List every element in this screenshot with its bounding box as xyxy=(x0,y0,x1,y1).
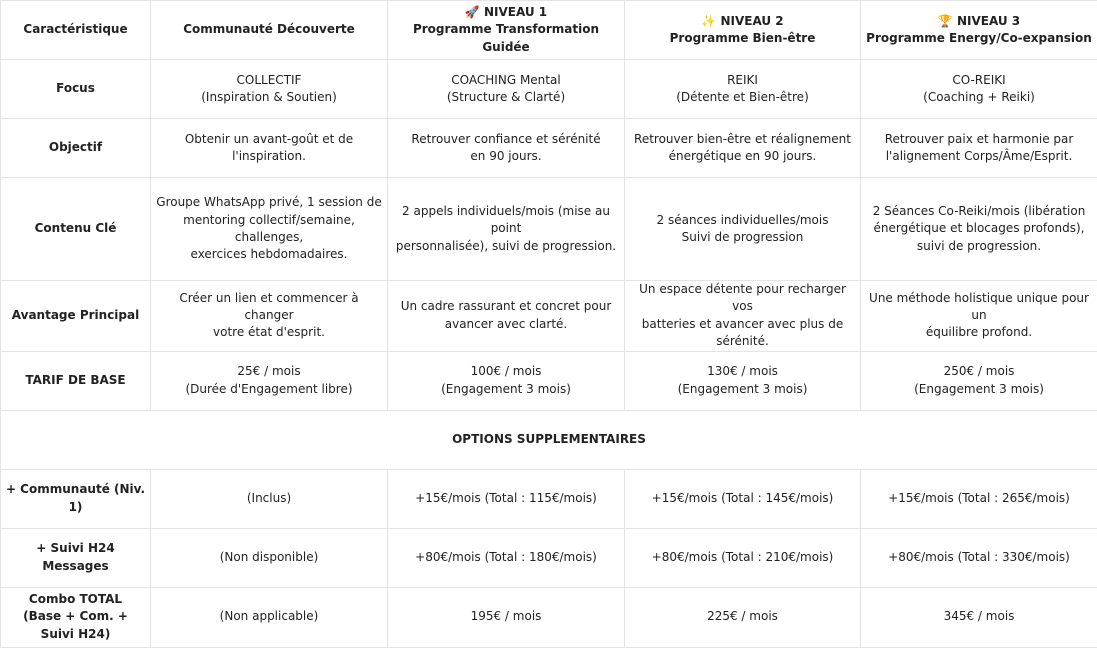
table-cell: 250€ / mois (Engagement 3 mois) xyxy=(861,351,1097,410)
level3-subtitle: Programme Energy/Co-expansion xyxy=(866,31,1092,45)
header-feature: Caractéristique xyxy=(1,1,151,60)
rocket-icon: 🚀 xyxy=(465,5,480,19)
table-row xyxy=(1,469,1097,528)
sparkles-icon: ✨ xyxy=(701,14,716,28)
level3-title: NIVEAU 3 xyxy=(957,14,1020,28)
row-label: Objectif xyxy=(1,119,151,178)
row-label: TARIF DE BASE xyxy=(1,351,151,410)
table-cell: Un cadre rassurant et concret pour avancer avec clarté. xyxy=(388,281,625,352)
level1-title: NIVEAU 1 xyxy=(484,5,547,19)
row-label: Avantage Principal xyxy=(1,281,151,352)
header-community: Communauté Découverte xyxy=(151,1,388,60)
table-cell: 345€ / mois xyxy=(861,587,1097,647)
table-cell: Retrouver bien-être et réalignement énergétique en 90 jours. xyxy=(625,119,861,178)
table-cell: Créer un lien et commencer à changer votre état d'esprit. xyxy=(151,281,388,352)
row-label: + Communauté (Niv. 1) xyxy=(1,469,151,528)
table-cell: +15€/mois (Total : 265€/mois) xyxy=(861,469,1097,528)
table-cell: +80€/mois (Total : 330€/mois) xyxy=(861,528,1097,587)
table-cell: Un espace détente pour recharger vos batteries et avancer avec plus de sérénité. xyxy=(625,281,861,352)
header-level1 xyxy=(388,1,625,60)
header-level3 xyxy=(861,1,1097,60)
row-label: Combo TOTAL (Base + Com. + Suivi H24) xyxy=(1,587,151,647)
options-section-title: OPTIONS SUPPLEMENTAIRES xyxy=(1,410,1097,469)
level2-title: NIVEAU 2 xyxy=(720,14,783,28)
row-label: + Suivi H24 Messages xyxy=(1,528,151,587)
table-cell: +15€/mois (Total : 145€/mois) xyxy=(625,469,861,528)
table-row xyxy=(1,119,1097,178)
table-row xyxy=(1,178,1097,281)
header-row xyxy=(1,1,1097,60)
table-cell: Une méthode holistique unique pour un équilibre profond. xyxy=(861,281,1097,352)
table-cell: COACHING Mental (Structure & Clarté) xyxy=(388,60,625,119)
table-cell: Obtenir un avant-goût et de l'inspiration. xyxy=(151,119,388,178)
table-cell: Groupe WhatsApp privé, 1 session de mentoring collectif/semaine, challenges, exercices hebdomadaires. xyxy=(151,178,388,281)
table-row xyxy=(1,281,1097,352)
options-section-row xyxy=(1,410,1097,469)
table-cell: CO-REIKI (Coaching + Reiki) xyxy=(861,60,1097,119)
level2-subtitle: Programme Bien-être xyxy=(670,31,816,45)
table-cell: COLLECTIF (Inspiration & Soutien) xyxy=(151,60,388,119)
row-label: Focus xyxy=(1,60,151,119)
table-cell: 2 séances individuelles/mois Suivi de progression xyxy=(625,178,861,281)
table-cell: 2 appels individuels/mois (mise au point personnalisée), suivi de progression. xyxy=(388,178,625,281)
table-cell: (Inclus) xyxy=(151,469,388,528)
table-row xyxy=(1,351,1097,410)
level1-subtitle: Programme Transformation Guidée xyxy=(413,22,599,53)
table-cell: +15€/mois (Total : 115€/mois) xyxy=(388,469,625,528)
header-level2 xyxy=(625,1,861,60)
table-cell: Retrouver confiance et sérénité en 90 jours. xyxy=(388,119,625,178)
table-cell: +80€/mois (Total : 180€/mois) xyxy=(388,528,625,587)
table-row xyxy=(1,60,1097,119)
table-cell: 195€ / mois xyxy=(388,587,625,647)
table-row xyxy=(1,528,1097,587)
table-cell: (Non applicable) xyxy=(151,587,388,647)
table-cell: Retrouver paix et harmonie par l'alignement Corps/Âme/Esprit. xyxy=(861,119,1097,178)
table-cell: 25€ / mois (Durée d'Engagement libre) xyxy=(151,351,388,410)
table-cell: 225€ / mois xyxy=(625,587,861,647)
table-cell: REIKI (Détente et Bien-être) xyxy=(625,60,861,119)
table-cell: 2 Séances Co-Reiki/mois (libération énergétique et blocages profonds), suivi de progression. xyxy=(861,178,1097,281)
table-cell: (Non disponible) xyxy=(151,528,388,587)
table-cell: 100€ / mois (Engagement 3 mois) xyxy=(388,351,625,410)
table-cell: +80€/mois (Total : 210€/mois) xyxy=(625,528,861,587)
table-row xyxy=(1,587,1097,647)
trophy-icon: 🏆 xyxy=(938,14,953,28)
table-cell: 130€ / mois (Engagement 3 mois) xyxy=(625,351,861,410)
row-label: Contenu Clé xyxy=(1,178,151,281)
